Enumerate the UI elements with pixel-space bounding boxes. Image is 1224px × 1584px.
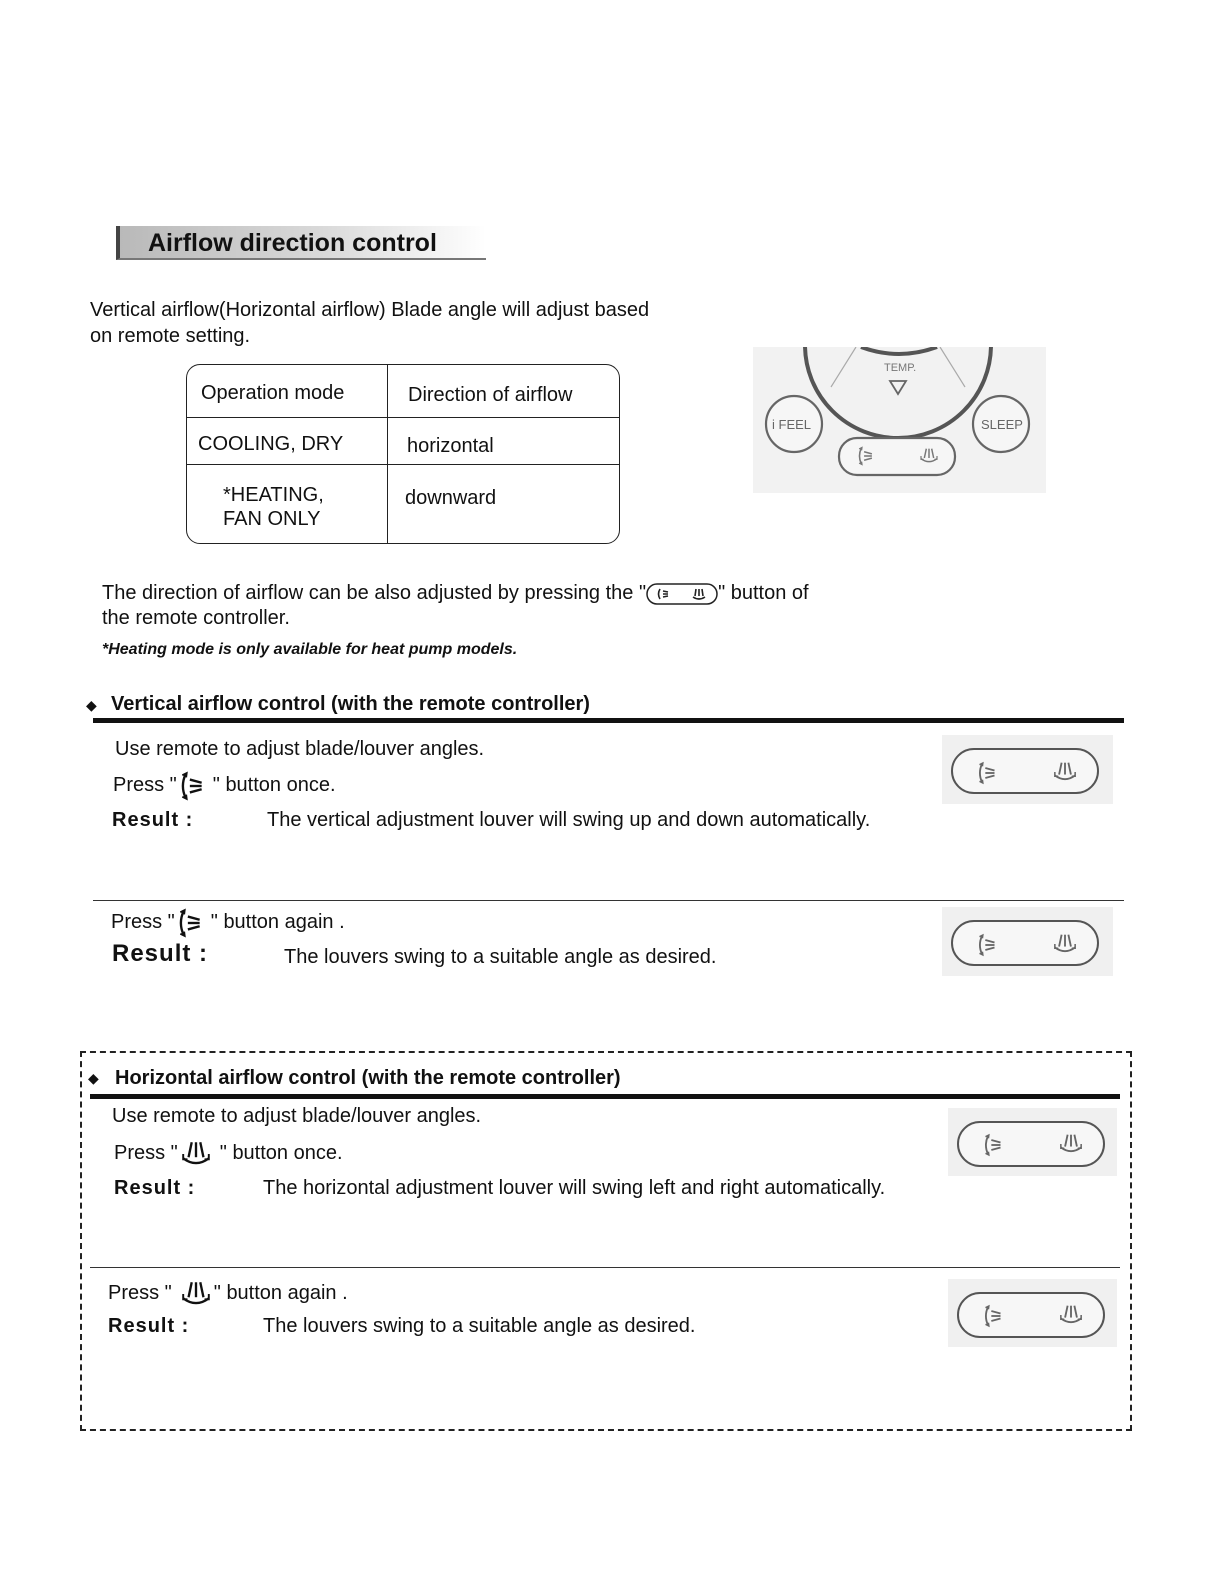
- result-label: Result :: [112, 940, 209, 967]
- temp-down-icon: [890, 381, 906, 394]
- press-instruction: [113, 770, 336, 801]
- use-remote-text: Use remote to adjust blade/louver angles.: [112, 1105, 482, 1127]
- vertical-swing-icon: [857, 446, 874, 466]
- horizontal-swing-icon: [180, 1280, 212, 1308]
- result-label: Result :: [108, 1315, 190, 1337]
- swing-button-icon: [646, 582, 718, 606]
- page-title: Airflow direction control: [148, 229, 437, 257]
- press-text: " button again .: [210, 911, 345, 933]
- section-rule: [93, 718, 1124, 723]
- vertical-swing-icon: [977, 761, 997, 785]
- vertical-swing-icon: [179, 771, 205, 801]
- table-cell-mode: FAN ONLY: [223, 508, 321, 530]
- section-rule: [90, 1094, 1120, 1099]
- press-instruction: [111, 907, 345, 938]
- diamond-bullet-icon: ◆: [86, 697, 97, 713]
- vertical-swing-icon: [977, 933, 997, 957]
- table-header-direction: Direction of airflow: [408, 384, 573, 406]
- table-cell-direction: downward: [405, 487, 497, 509]
- vertical-swing-icon: [177, 908, 203, 938]
- press-text: Press ": [114, 1142, 178, 1164]
- result-text: The louvers swing to a suitable angle as desired.: [263, 1315, 696, 1337]
- horizontal-swing-icon: [1052, 933, 1078, 955]
- result-label: Result :: [114, 1177, 196, 1199]
- airflow-note: [102, 581, 809, 630]
- button-illustration: [948, 1279, 1117, 1347]
- temp-label: TEMP.: [884, 362, 917, 374]
- horizontal-swing-icon: [1058, 1304, 1084, 1326]
- result-label: Result :: [112, 809, 194, 831]
- horizontal-swing-icon: [919, 447, 939, 465]
- use-remote-text: Use remote to adjust blade/louver angles.: [115, 738, 485, 760]
- section-divider: [93, 900, 1124, 901]
- table-divider: [387, 365, 388, 543]
- table-divider: [187, 464, 619, 465]
- table-divider: [187, 417, 619, 418]
- press-text: Press ": [111, 911, 175, 933]
- note-text: " button of: [718, 582, 809, 604]
- press-text: " button once.: [219, 1142, 343, 1164]
- press-text: " button again .: [213, 1282, 348, 1304]
- vertical-swing-icon: [983, 1133, 1003, 1157]
- sleep-label: SLEEP: [981, 417, 1023, 432]
- press-instruction: [114, 1138, 343, 1168]
- press-text: " button once.: [212, 774, 336, 796]
- section-divider: [90, 1267, 1120, 1268]
- horizontal-swing-icon: [180, 1140, 212, 1168]
- operation-mode-table: [186, 364, 620, 544]
- button-illustration: [942, 735, 1113, 804]
- diamond-bullet-icon: ◆: [88, 1070, 99, 1086]
- section-title-horizontal: Horizontal airflow control (with the remote controller): [115, 1067, 621, 1089]
- button-illustration: [942, 907, 1113, 976]
- section-title-vertical: Vertical airflow control (with the remote controller): [111, 693, 590, 715]
- result-text: The horizontal adjustment louver will swing left and right automatically.: [263, 1177, 886, 1199]
- button-illustration: [948, 1108, 1117, 1176]
- note-text: The direction of airflow can be also adjusted by pressing the ": [102, 582, 647, 604]
- press-text: Press ": [108, 1282, 172, 1304]
- press-instruction: [108, 1278, 348, 1308]
- ifeel-label: i FEEL: [772, 417, 812, 432]
- table-cell-mode: *HEATING,: [223, 484, 324, 506]
- horizontal-swing-icon: [1052, 761, 1078, 783]
- vertical-swing-icon: [983, 1304, 1003, 1328]
- heating-note: *Heating mode is only available for heat pump models.: [102, 641, 518, 658]
- intro-text: Vertical airflow(Horizontal airflow) Blade angle will adjust based on remote setting.: [90, 299, 650, 347]
- horizontal-swing-icon: [1058, 1133, 1084, 1155]
- press-text: Press ": [113, 774, 177, 796]
- result-text: The louvers swing to a suitable angle as desired.: [284, 946, 717, 968]
- remote-control-illustration: [753, 347, 1046, 493]
- table-cell-mode: COOLING, DRY: [198, 433, 344, 455]
- note-text: the remote controller.: [102, 606, 290, 629]
- table-cell-direction: horizontal: [407, 435, 494, 457]
- result-text: The vertical adjustment louver will swing up and down automatically.: [267, 809, 871, 831]
- table-header-mode: Operation mode: [201, 382, 345, 404]
